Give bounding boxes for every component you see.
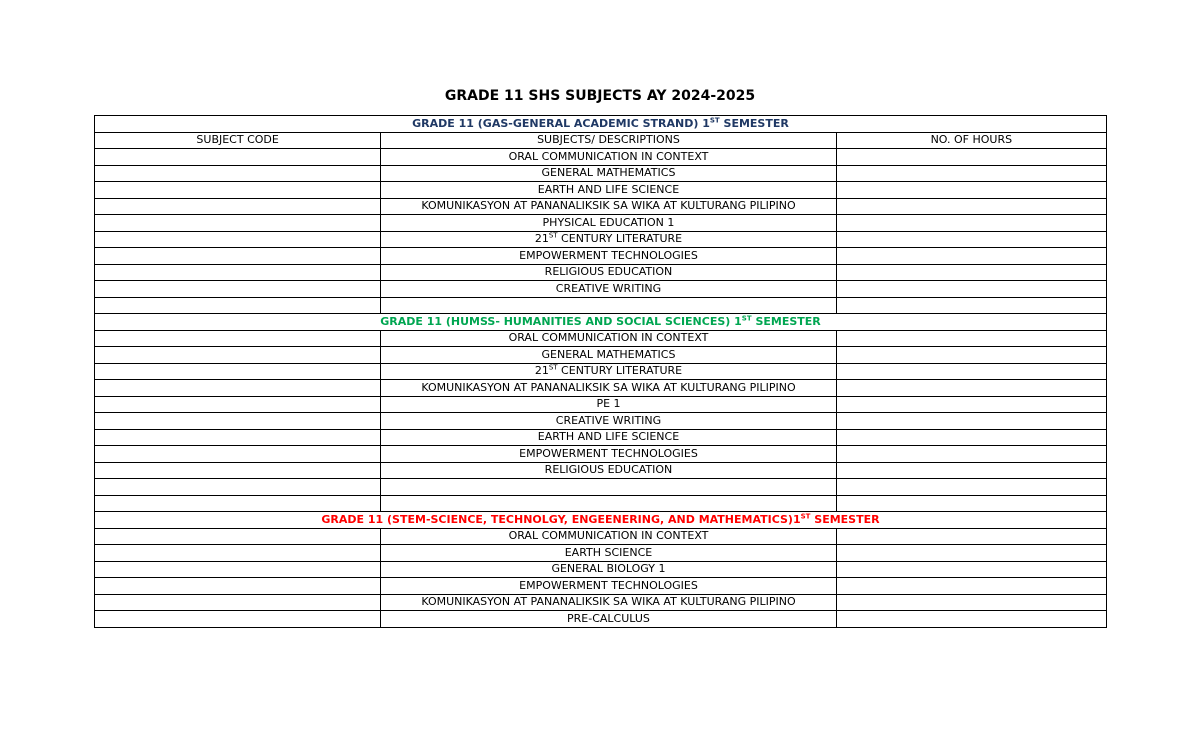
subject-code-cell: [95, 165, 381, 182]
subject-description-cell: [381, 578, 836, 595]
subject-description: EMPOWERMENT TECHNOLOGIES: [519, 248, 698, 262]
section-title-humss: [95, 314, 1107, 331]
section-header-humss: [95, 314, 1107, 331]
subject-description-cell: [381, 380, 836, 397]
section-title-sup: ST: [800, 512, 811, 521]
table-row: [95, 165, 1107, 182]
section-title-sup: ST: [741, 314, 752, 323]
subject-description: RELIGIOUS EDUCATION: [544, 265, 673, 279]
subject-description-cell: [381, 429, 836, 446]
column-header-row: [95, 132, 1107, 149]
subject-description-cell: [381, 479, 836, 496]
column-header-subjects: SUBJECTS/ DESCRIPTIONS: [381, 132, 836, 149]
subject-description-cell: [381, 561, 836, 578]
subject-description: ORAL COMMUNICATION IN CONTEXT: [508, 149, 709, 163]
table-row: [95, 149, 1107, 166]
table-row: [95, 281, 1107, 298]
table-row: [95, 264, 1107, 281]
hours-cell: [836, 215, 1106, 232]
section-title-text: GRADE 11 (GAS-GENERAL ACADEMIC STRAND) 1: [412, 116, 710, 130]
subject-description-cell: [381, 396, 836, 413]
table-row: [95, 462, 1107, 479]
hours-cell: [836, 264, 1106, 281]
hours-cell: [836, 462, 1106, 479]
subject-description-cell: [381, 594, 836, 611]
subject-code-cell: [95, 264, 381, 281]
section-title-suffix: SEMESTER: [810, 512, 880, 526]
section-title-text: GRADE 11 (STEM-SCIENCE, TECHNOLGY, ENGEENERING, AND MATHEMATICS)1: [321, 512, 801, 526]
subject-description: CREATIVE WRITING: [555, 281, 662, 295]
section-title-text: GRADE 11 (HUMSS- HUMANITIES AND SOCIAL SCIENCES) 1: [380, 314, 742, 328]
hours-cell: [836, 231, 1106, 248]
table-row: [95, 297, 1107, 314]
subject-description-suffix: CENTURY LITERATURE: [557, 232, 683, 246]
table-row: [95, 446, 1107, 463]
subject-description: EARTH AND LIFE SCIENCE: [537, 430, 680, 444]
section-title-gas: [95, 116, 1107, 133]
subject-description: CREATIVE WRITING: [555, 413, 662, 427]
table-row: [95, 578, 1107, 595]
subject-description: GENERAL MATHEMATICS: [541, 347, 676, 361]
table-row: [95, 182, 1107, 199]
section-title-stem: [95, 512, 1107, 529]
subject-description-cell: [381, 281, 836, 298]
subject-description: 21: [534, 232, 549, 246]
subject-description-sup: ST: [548, 363, 558, 372]
subject-description: 21: [534, 364, 549, 378]
subject-description: ORAL COMMUNICATION IN CONTEXT: [508, 331, 709, 345]
hours-cell: [836, 347, 1106, 364]
subject-description-cell: [381, 149, 836, 166]
hours-cell: [836, 396, 1106, 413]
subject-description: PHYSICAL EDUCATION 1: [542, 215, 675, 229]
hours-cell: [836, 611, 1106, 628]
table-row: [95, 231, 1107, 248]
subject-description-cell: [381, 363, 836, 380]
subject-description-cell: [381, 231, 836, 248]
subject-code-cell: [95, 446, 381, 463]
subject-description-cell: [381, 248, 836, 265]
subject-description-cell: [381, 413, 836, 430]
hours-cell: [836, 594, 1106, 611]
subject-description: GENERAL BIOLOGY 1: [551, 562, 666, 576]
table-row: [95, 413, 1107, 430]
hours-cell: [836, 297, 1106, 314]
subject-code-cell: [95, 149, 381, 166]
hours-cell: [836, 363, 1106, 380]
table-row: [95, 215, 1107, 232]
table-row: [95, 528, 1107, 545]
subject-code-cell: [95, 215, 381, 232]
subject-description: RELIGIOUS EDUCATION: [544, 463, 673, 477]
table-row: [95, 396, 1107, 413]
table-row: [95, 545, 1107, 562]
subject-code-cell: [95, 182, 381, 199]
subject-code-cell: [95, 611, 381, 628]
hours-cell: [836, 149, 1106, 166]
hours-cell: [836, 380, 1106, 397]
hours-cell: [836, 528, 1106, 545]
subject-description-sup: ST: [548, 231, 558, 240]
hours-cell: [836, 578, 1106, 595]
subject-description: EMPOWERMENT TECHNOLOGIES: [519, 446, 698, 460]
hours-cell: [836, 198, 1106, 215]
subject-description-cell: [381, 264, 836, 281]
subject-code-cell: [95, 413, 381, 430]
subject-description-cell: [381, 215, 836, 232]
hours-cell: [836, 561, 1106, 578]
table-row: [95, 495, 1107, 512]
subject-description-cell: [381, 182, 836, 199]
table-row: [95, 561, 1107, 578]
subject-code-cell: [95, 281, 381, 298]
table-row: [95, 347, 1107, 364]
subject-code-cell: [95, 231, 381, 248]
section-header-gas: [95, 116, 1107, 133]
subject-code-cell: [95, 594, 381, 611]
subject-description-cell: [381, 462, 836, 479]
subject-code-cell: [95, 347, 381, 364]
hours-cell: [836, 248, 1106, 265]
subject-code-cell: [95, 528, 381, 545]
subject-description: EARTH SCIENCE: [564, 545, 653, 559]
subject-description-cell: [381, 528, 836, 545]
table-row: [95, 330, 1107, 347]
subject-description-cell: [381, 611, 836, 628]
subject-code-cell: [95, 479, 381, 496]
hours-cell: [836, 330, 1106, 347]
subject-description: KOMUNIKASYON AT PANANALIKSIK SA WIKA AT KULTURANG PILIPINO: [421, 380, 796, 394]
subjects-table: [94, 115, 1107, 628]
subject-code-cell: [95, 429, 381, 446]
hours-cell: [836, 165, 1106, 182]
subject-description: GENERAL MATHEMATICS: [541, 166, 676, 180]
subject-code-cell: [95, 578, 381, 595]
column-header-code: SUBJECT CODE: [95, 132, 381, 149]
subject-description-cell: [381, 297, 836, 314]
hours-cell: [836, 429, 1106, 446]
subject-description: EARTH AND LIFE SCIENCE: [537, 182, 680, 196]
subject-description-suffix: CENTURY LITERATURE: [557, 364, 683, 378]
subject-code-cell: [95, 495, 381, 512]
subject-description-cell: [381, 330, 836, 347]
section-header-stem: [95, 512, 1107, 529]
subject-description-cell: [381, 347, 836, 364]
table-row: [95, 594, 1107, 611]
subject-code-cell: [95, 545, 381, 562]
table-row: [95, 611, 1107, 628]
section-title-suffix: SEMESTER: [751, 314, 821, 328]
subject-code-cell: [95, 462, 381, 479]
hours-cell: [836, 281, 1106, 298]
subject-description-cell: [381, 446, 836, 463]
hours-cell: [836, 479, 1106, 496]
subject-description: KOMUNIKASYON AT PANANALIKSIK SA WIKA AT KULTURANG PILIPINO: [421, 199, 796, 213]
hours-cell: [836, 413, 1106, 430]
hours-cell: [836, 495, 1106, 512]
table-row: [95, 363, 1107, 380]
subject-description: EMPOWERMENT TECHNOLOGIES: [519, 578, 698, 592]
subject-description-cell: [381, 545, 836, 562]
page-title: GRADE 11 SHS SUBJECTS AY 2024-2025: [444, 88, 756, 104]
column-header-hours: NO. OF HOURS: [836, 132, 1106, 149]
subject-code-cell: [95, 380, 381, 397]
hours-cell: [836, 446, 1106, 463]
subject-description: PE 1: [596, 397, 621, 411]
subject-description: PRE-CALCULUS: [567, 611, 650, 625]
subject-code-cell: [95, 396, 381, 413]
section-title-sup: ST: [709, 116, 720, 125]
subject-code-cell: [95, 363, 381, 380]
table-row: [95, 248, 1107, 265]
subject-code-cell: [95, 297, 381, 314]
subject-description-cell: [381, 495, 836, 512]
subject-code-cell: [95, 330, 381, 347]
subject-description-cell: [381, 198, 836, 215]
subject-description: ORAL COMMUNICATION IN CONTEXT: [508, 529, 709, 543]
subject-code-cell: [95, 561, 381, 578]
hours-cell: [836, 182, 1106, 199]
subject-description-cell: [381, 165, 836, 182]
section-title-suffix: SEMESTER: [719, 116, 789, 130]
table-row: [95, 380, 1107, 397]
subjects-table-body: [95, 116, 1107, 628]
subject-description: KOMUNIKASYON AT PANANALIKSIK SA WIKA AT KULTURANG PILIPINO: [421, 595, 796, 609]
table-row: [95, 198, 1107, 215]
hours-cell: [836, 545, 1106, 562]
table-row: [95, 479, 1107, 496]
subject-code-cell: [95, 198, 381, 215]
subject-code-cell: [95, 248, 381, 265]
table-row: [95, 429, 1107, 446]
